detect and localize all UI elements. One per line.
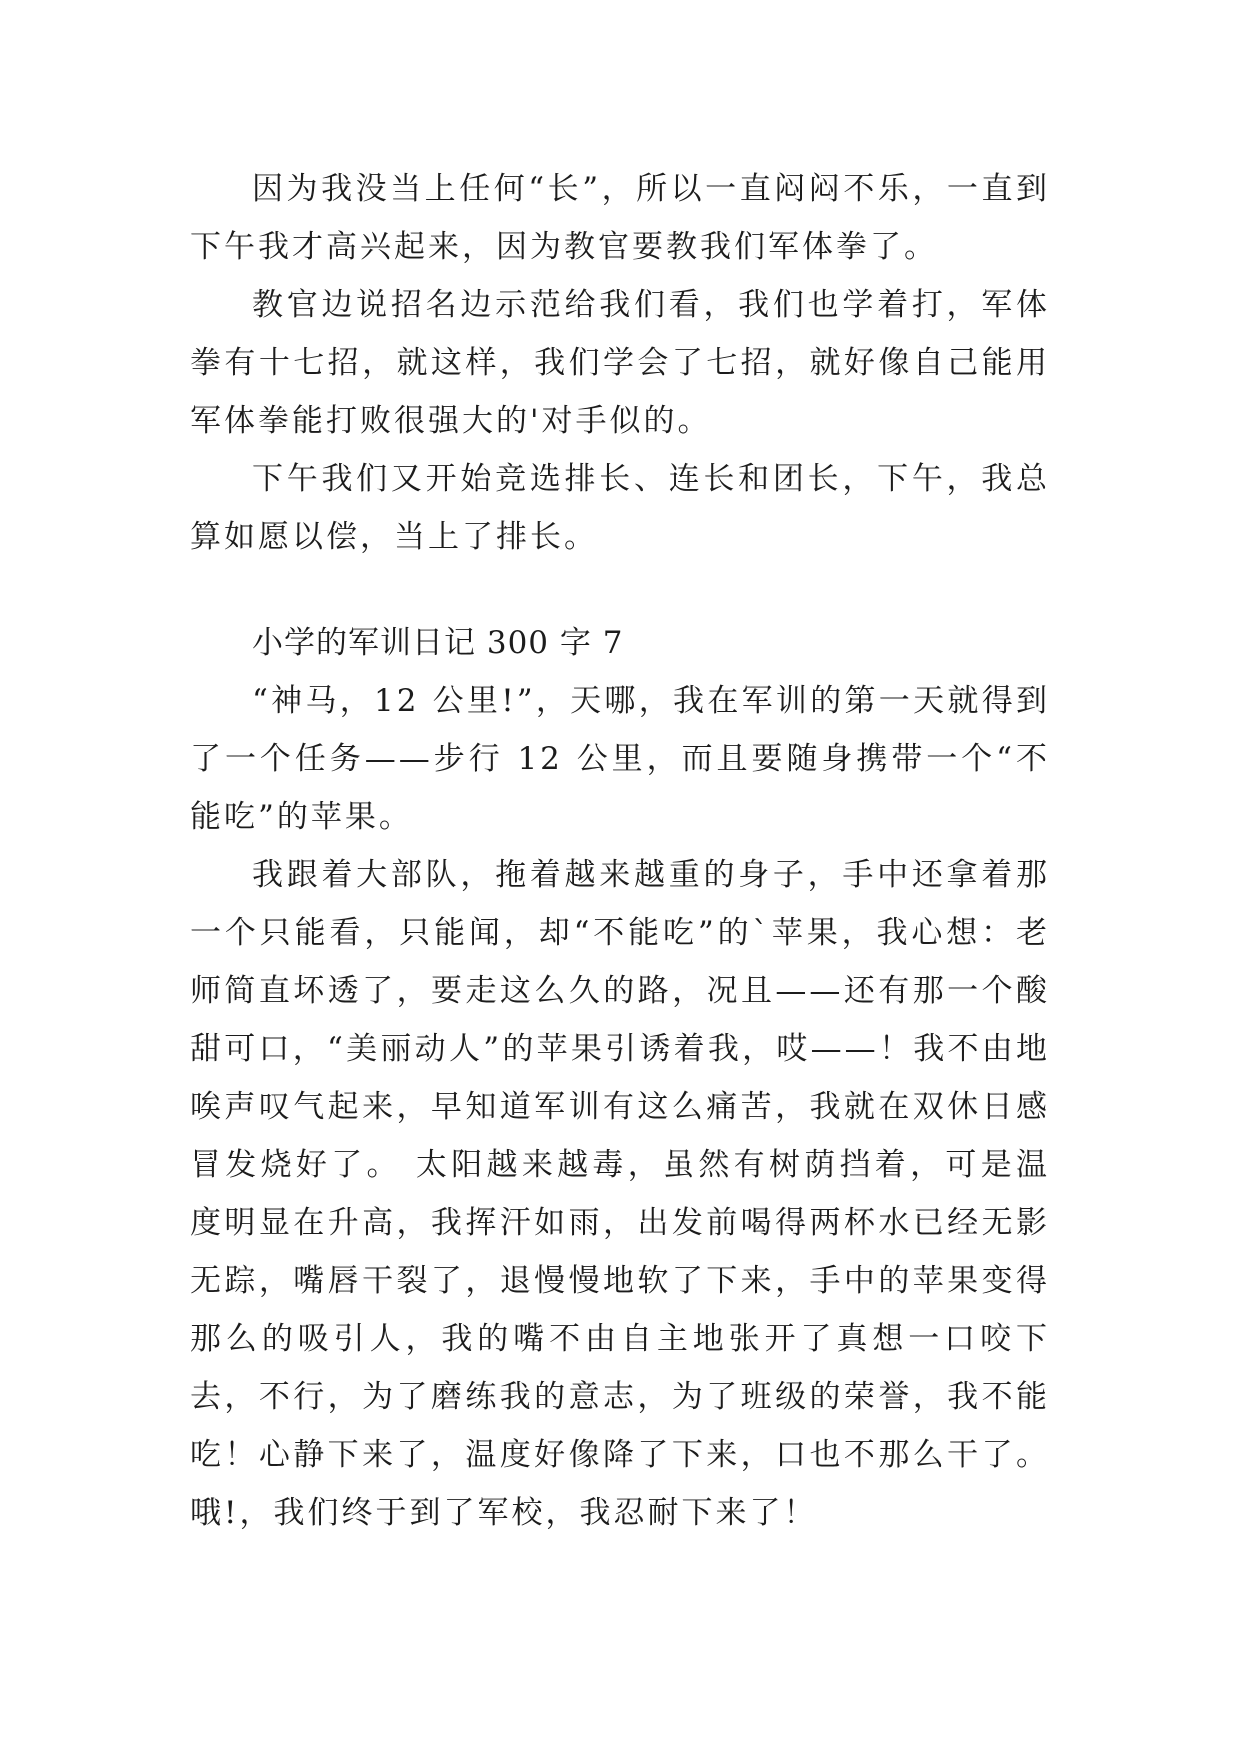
paragraph: “神马，12 公里!”，天哪，我在军训的第一天就得到了一个任务——步行 12 公里，而且要随身携带一个“不能吃”的苹果。 — [190, 683, 1050, 835]
paragraph: 我跟着大部队，拖着越来越重的身子，手中还拿着那一个只能看，只能闻，却“不能吃”的`苹果，我心想：老师简直坏透了，要走这么久的路，况且——还有那一个酸甜可口，“美丽动人”的苹果引诱着我，哎——！我不由地唉声叹气起来，早知道军训有这么痛苦，我就在双休日感冒发烧好了。 太阳越来越毒，虽然有树荫挡着，可是温度明显在升高，我挥汗如雨，出发前喝得两杯水已经无影无踪，嘴唇干裂了，退慢慢地软了下来，手中的苹果变得那么的吸引人，我的嘴不由自主地张开了真想一口咬下去，不行，为了磨练我的意志，为了班级的荣誉，我不能吃！心静下来了，温度好像降了下来，口也不那么干了。哦!，我们终于到了军校，我忍耐下来了！ — [190, 857, 1050, 1531]
paragraph: 教官边说招名边示范给我们看，我们也学着打，军体拳有十七招，就这样，我们学会了七招，就好像自己能用军体拳能打败很强大的'对手似的。 — [190, 287, 1050, 439]
section-title: 小学的军训日记 300 字 7 — [252, 625, 624, 661]
paragraph: 因为我没当上任何“长”，所以一直闷闷不乐，一直到下午我才高兴起来，因为教官要教我们军体拳了。 — [190, 171, 1050, 265]
paragraph: 下午我们又开始竞选排长、连长和团长，下午，我总算如愿以偿，当上了排长。 — [190, 461, 1050, 555]
document-body — [190, 160, 1050, 1542]
